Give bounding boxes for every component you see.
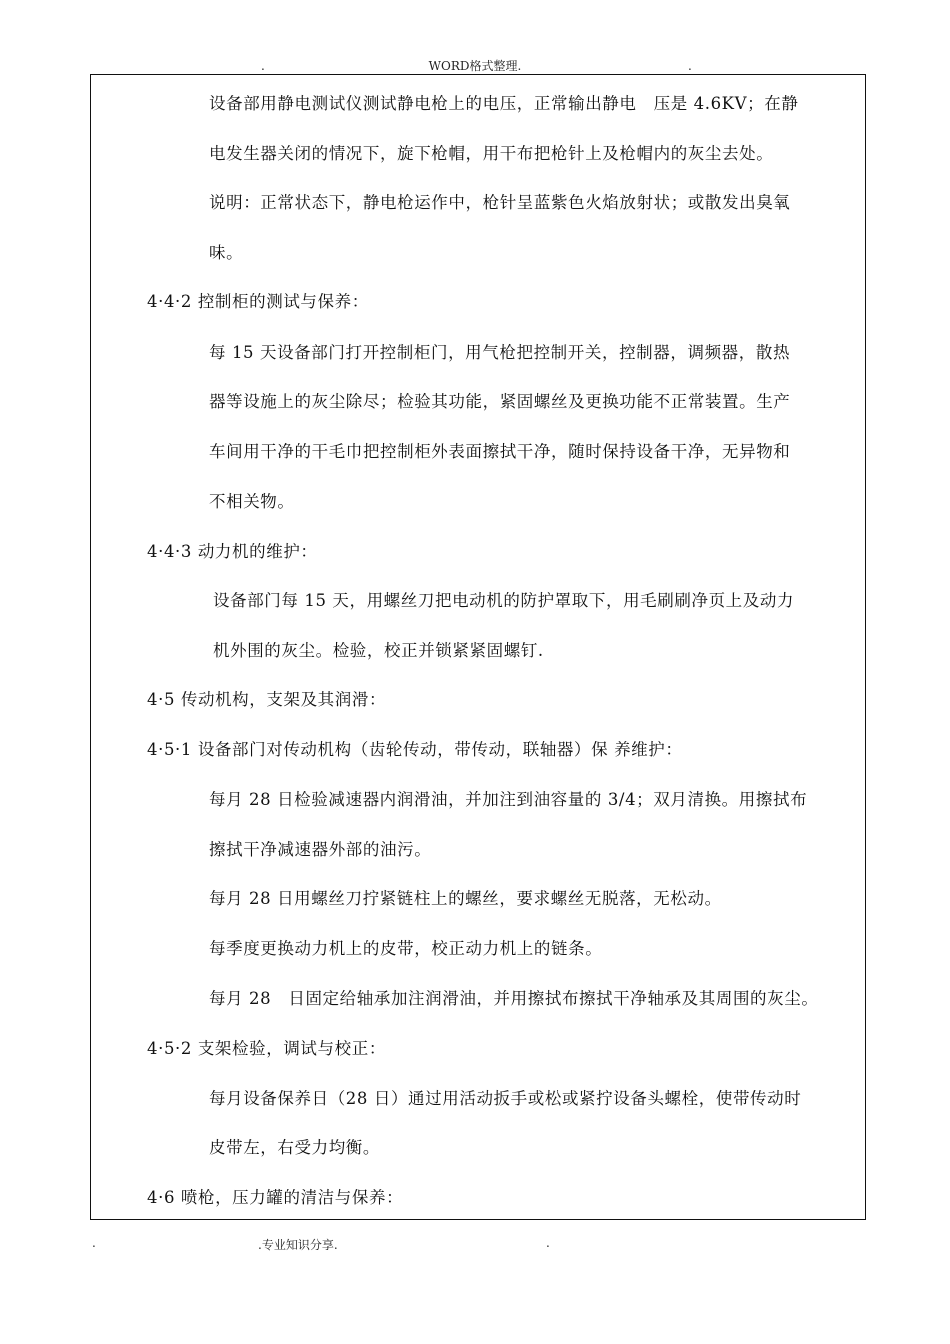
section-heading: 4·4·2 控制柜的测试与保养： [147, 292, 369, 311]
section-heading: 4·5·2 支架检验，调试与校正： [147, 1039, 386, 1058]
page-footer [0, 1236, 950, 1256]
text-line: 不相关物。 [209, 492, 295, 511]
footer-dot-left: . [92, 1236, 96, 1250]
header-dot-right: . [688, 59, 692, 73]
text-line: 说明：正常状态下，静电枪运作中，枪针呈蓝紫色火焰放射状；或散发出臭氧 [209, 193, 791, 212]
footer-dot-right: . [546, 1236, 550, 1250]
text-line: 车间用干净的干毛巾把控制柜外表面擦拭干净，随时保持设备干净，无异物和 [209, 442, 791, 461]
text-line: 每月 28 日用螺丝刀拧紧链柱上的螺丝，要求螺丝无脱落，无松动。 [209, 889, 722, 908]
text-line: 机外围的灰尘。检验，校正并锁紧紧固螺钉. [213, 641, 544, 660]
section-heading: 4·6 喷枪，压力罐的清洁与保养： [147, 1188, 404, 1207]
text-line: 电发生器关闭的情况下，旋下枪帽，用干布把枪针上及枪帽内的灰尘去处。 [209, 144, 774, 163]
footer-text: .专业知识分享. [258, 1238, 338, 1252]
section-heading: 4·4·3 动力机的维护： [147, 542, 318, 561]
header-dot-left: . [261, 59, 265, 73]
text-line: 设备部门每 15 天，用螺丝刀把电动机的防护罩取下，用毛刷刷净页上及动力 [213, 591, 795, 610]
text-line: 每月 28 日固定给轴承加注润滑油，并用擦拭布擦拭干净轴承及其周围的灰尘。 [209, 989, 819, 1008]
text-line: 器等设施上的灰尘除尽；检验其功能，紧固螺丝及更换功能不正常装置。生产 [209, 392, 791, 411]
text-line: 皮带左，右受力均衡。 [209, 1138, 380, 1157]
text-line: 每月设备保养日（28 日）通过用活动扳手或松或紧拧设备头螺栓，使带传动时 [209, 1089, 802, 1108]
text-line: 擦拭干净减速器外部的油污。 [209, 840, 432, 859]
text-line: 每 15 天设备部门打开控制柜门，用气枪把控制开关，控制器，调频器，散热 [209, 343, 791, 362]
text-line: 每月 28 日检验减速器内润滑油，并加注到油容量的 3/4；双月清换。用擦拭布 [209, 790, 808, 809]
header-title: WORD格式整理. [428, 59, 522, 73]
section-heading: 4·5·1 设备部门对传动机构（齿轮传动，带传动，联轴器）保 养维护： [147, 740, 683, 759]
section-heading: 4·5 传动机构，支架及其润滑： [147, 690, 387, 709]
text-line: 每季度更换动力机上的皮带，校正动力机上的链条。 [209, 939, 603, 958]
text-line: 设备部用静电测试仪测试静电枪上的电压，正常输出静电 压是 4.6KV；在静 [209, 94, 799, 113]
text-line: 味。 [209, 243, 244, 262]
